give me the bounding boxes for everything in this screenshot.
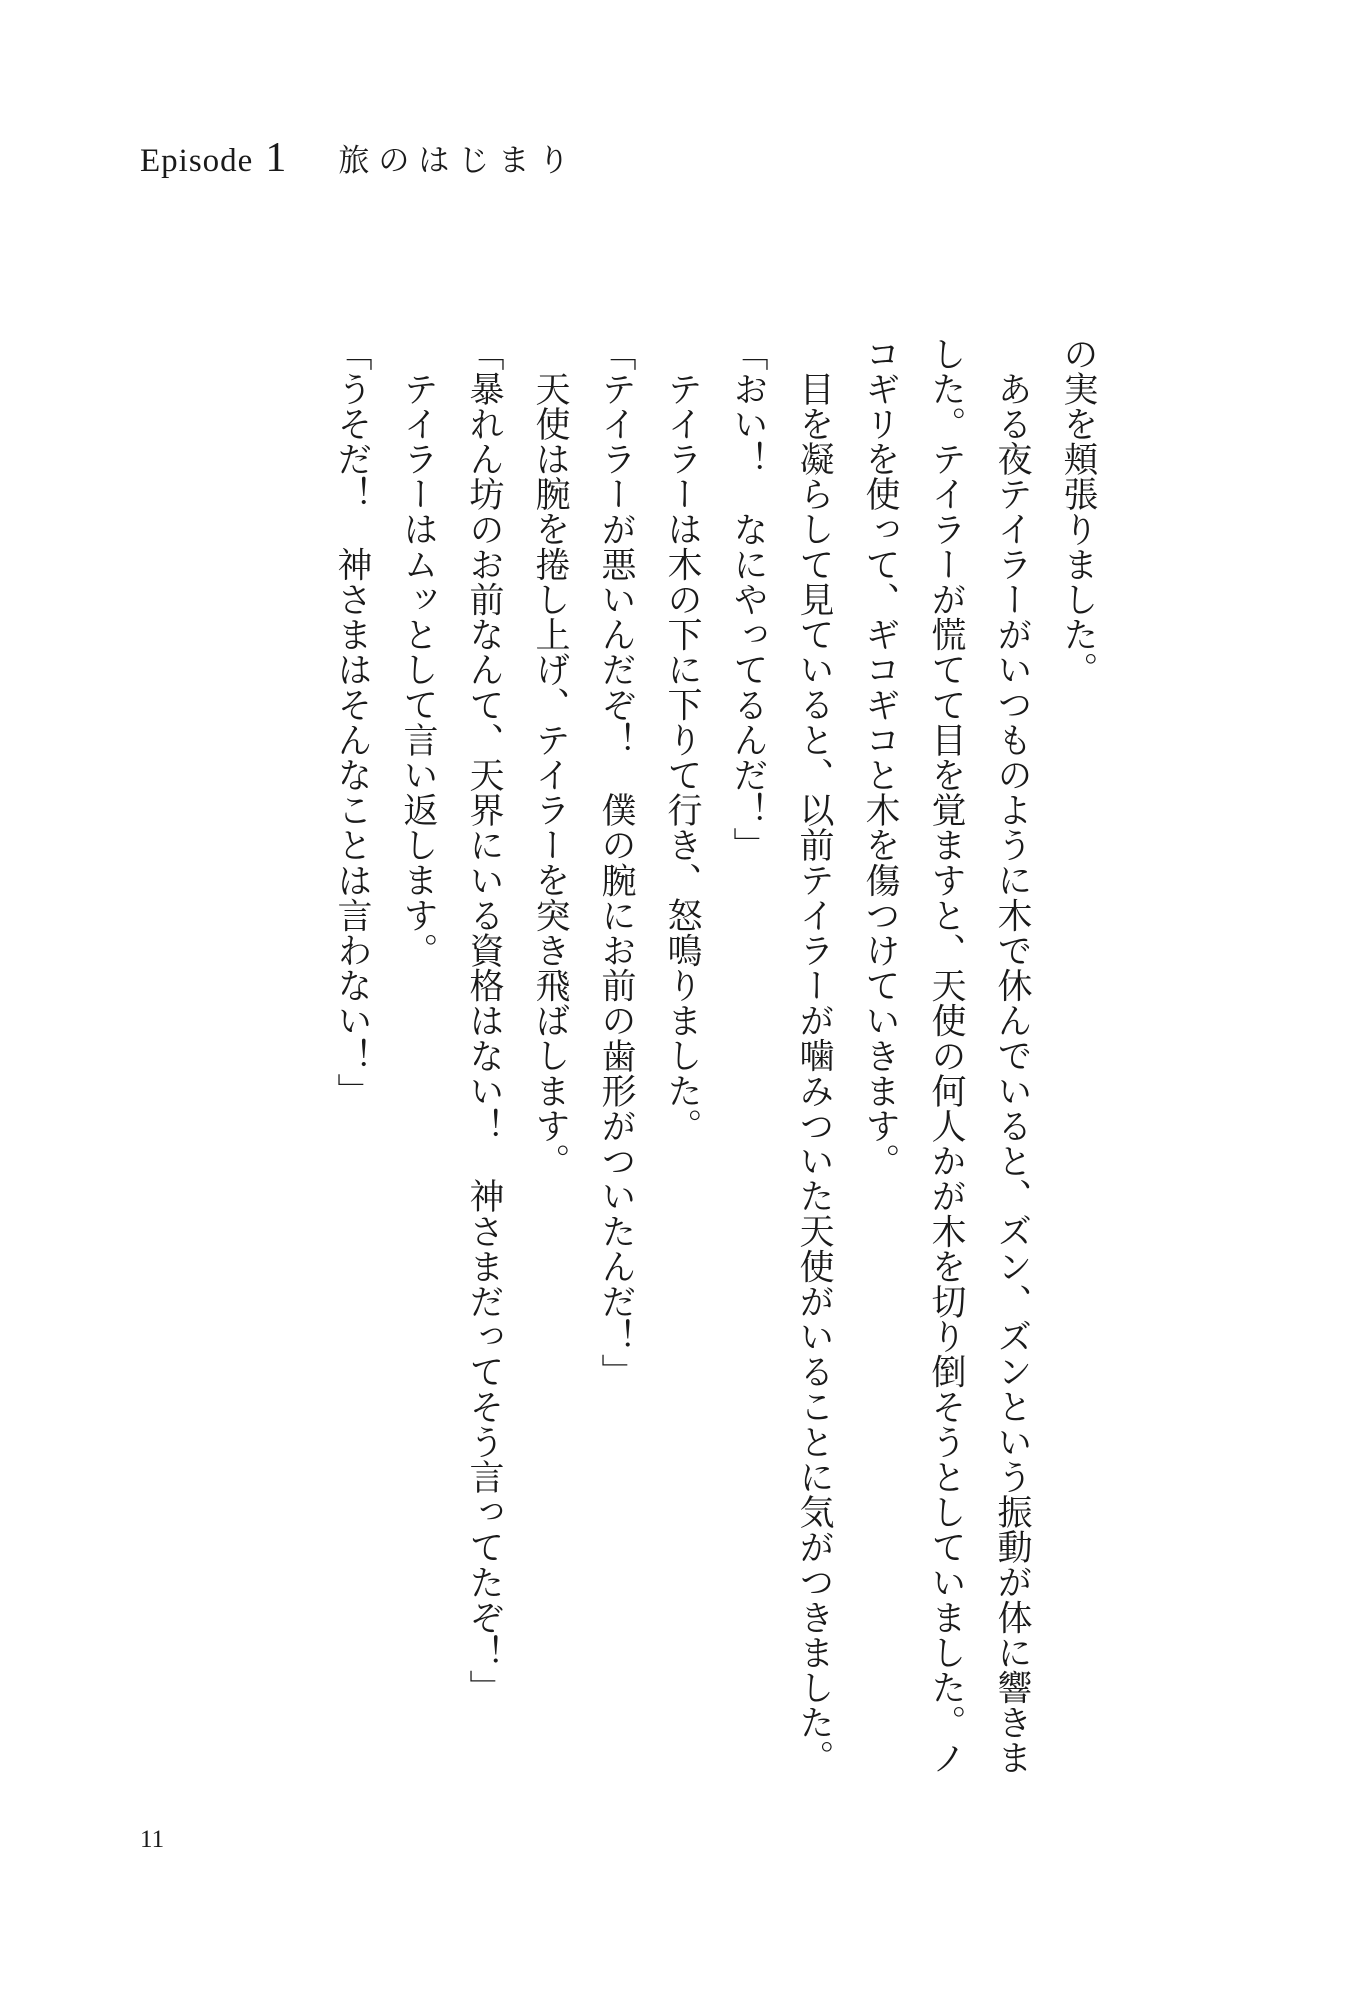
paragraph: 目を凝らして見ていると、以前テイラーが噛みついた天使がいることに気がつきました。 bbox=[794, 371, 834, 1775]
dialogue-paragraph: 「おい！ なにやってるんだ！」 bbox=[728, 336, 768, 863]
chapter-title: 旅のはじまり bbox=[338, 143, 579, 179]
paragraph: の実を頬張りました。 bbox=[1058, 336, 1098, 687]
paragraph: ある夜テイラーがいつものように木で休んでいると、ズン、ズンという振動が体に響きました。テイラーが慌てて目を覚ますと、天使の何人かが木を切り倒そうとしていました。ノコギリを使って、ギコギコと木を傷つけていきます。 bbox=[860, 336, 1032, 1776]
chapter-header bbox=[140, 134, 578, 182]
page-number: 11 bbox=[140, 1826, 165, 1853]
paragraph: テイラーはムッとして言い返します。 bbox=[398, 371, 438, 968]
dialogue-paragraph: 「うそだ！ 神さまはそんなことは言わない！」 bbox=[332, 336, 372, 1109]
dialogue-paragraph: 「暴れん坊のお前なんて、天界にいる資格はない！ 神さまだってそう言ってたぞ！」 bbox=[464, 336, 504, 1705]
paragraph: 天使は腕を捲し上げ、テイラーを突き飛ばします。 bbox=[530, 371, 570, 1179]
paragraph: テイラーは木の下に下りて行き、怒鳴りました。 bbox=[662, 371, 702, 1144]
episode-label: Episode bbox=[140, 143, 254, 179]
episode-number: 1 bbox=[265, 135, 287, 181]
vertical-body-text bbox=[211, 336, 1111, 1796]
dialogue-paragraph: 「テイラーが悪いんだぞ！ 僕の腕にお前の歯形がついたんだ！」 bbox=[596, 336, 636, 1389]
